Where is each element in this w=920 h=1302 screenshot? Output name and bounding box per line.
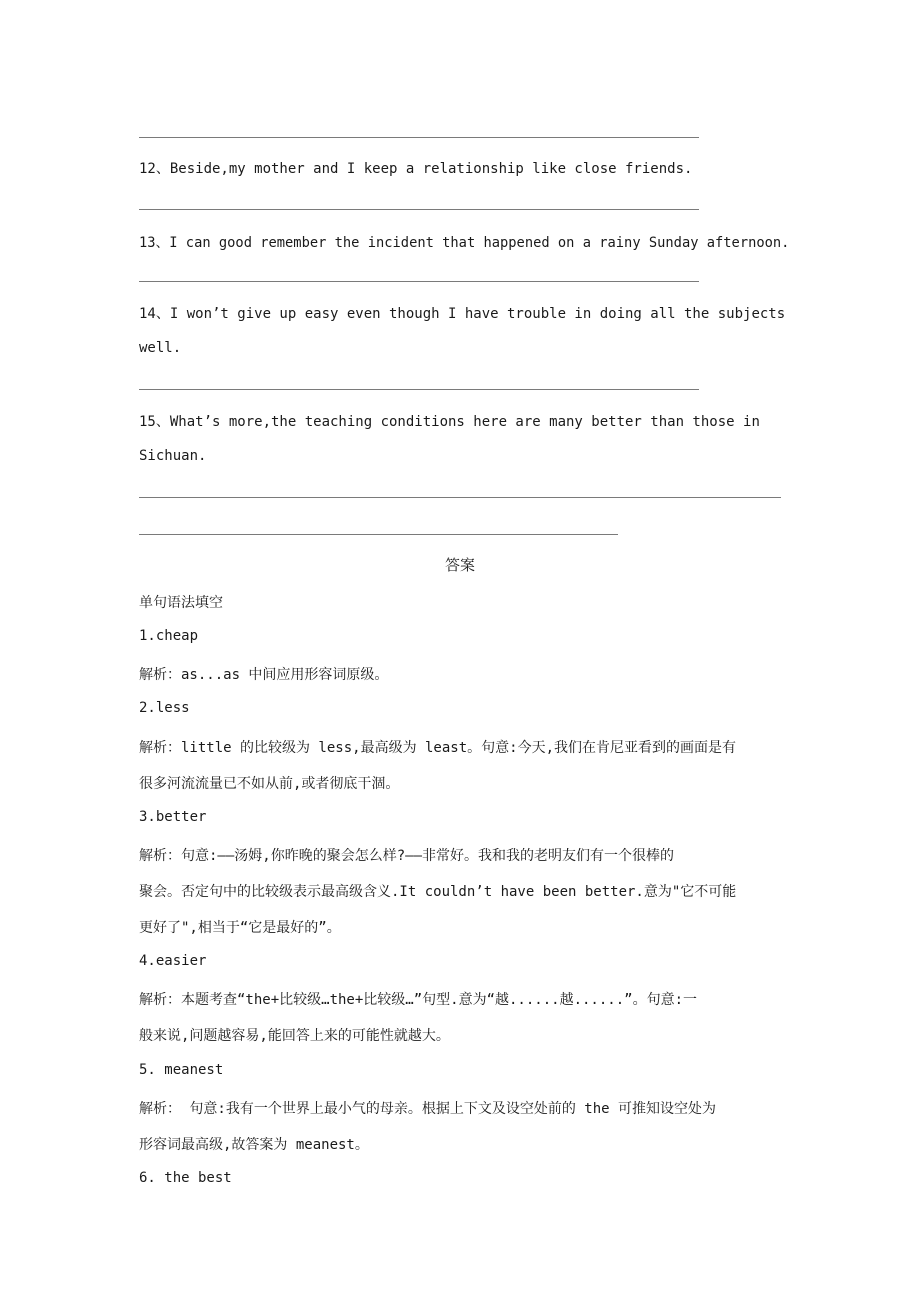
explanation-4-line1: 解析：本题考查“the+比较级…the+比较级…”句型.意为“越......越......”。句意:一	[139, 992, 698, 1008]
answer-6: 6. the best	[139, 1170, 232, 1186]
answer-5: 5. meanest	[139, 1062, 224, 1078]
explanation-2-line2: 很多河流流量已不如从前,或者彻底干涸。	[139, 776, 400, 792]
explanation-3-line3: 更好了",相当于“它是最好的”。	[139, 920, 341, 936]
question-14-continued: well.	[139, 340, 182, 356]
question-14: 14、I won’t give up easy even though I have trouble in doing all the subjects	[139, 306, 786, 322]
question-15: 15、What’s more,the teaching conditions here are many better than those in	[139, 414, 760, 430]
question-13: 13、I can good remember the incident that happened on a rainy Sunday afternoon.	[139, 235, 790, 251]
answer-3: 3.better	[139, 809, 207, 825]
explanation-3-line1: 解析：句意:——汤姆,你昨晚的聚会怎么样?——非常好。我和我的老明友们有一个很棒的	[139, 848, 674, 864]
answer-blank-14[interactable]	[139, 389, 699, 390]
answer-blank-15a[interactable]	[139, 497, 781, 498]
answer-blank-15b[interactable]	[139, 534, 618, 535]
question-12: 12、Beside,my mother and I keep a relationship like close friends.	[139, 161, 693, 177]
answer-2: 2.less	[139, 700, 190, 716]
explanation-5-line2: 形容词最高级,故答案为 meanest。	[139, 1137, 369, 1153]
explanation-1-line1: 解析：as...as 中间应用形容词原级。	[139, 667, 389, 683]
question-15-continued: Sichuan.	[139, 448, 207, 464]
explanation-3-line2: 聚会。否定句中的比较级表示最高级含义.It couldn’t have been better.意为"它不可能	[139, 884, 737, 900]
answer-blank-11[interactable]	[139, 137, 699, 138]
answers-heading: 答案	[444, 556, 475, 574]
answer-blank-12[interactable]	[139, 209, 699, 210]
answers-section-title: 单句语法填空	[139, 595, 223, 611]
answer-4: 4.easier	[139, 953, 207, 969]
answer-blank-13[interactable]	[139, 281, 699, 282]
explanation-4-line2: 般来说,问题越容易,能回答上来的可能性就越大。	[139, 1028, 450, 1044]
explanation-2-line1: 解析：little 的比较级为 less,最高级为 least。句意:今天,我们在肯尼亚看到的画面是有	[139, 740, 737, 756]
answer-1: 1.cheap	[139, 628, 199, 644]
explanation-5-line1: 解析： 句意:我有一个世界上最小气的母亲。根据上下文及设空处前的 the 可推知设空处为	[139, 1101, 716, 1117]
